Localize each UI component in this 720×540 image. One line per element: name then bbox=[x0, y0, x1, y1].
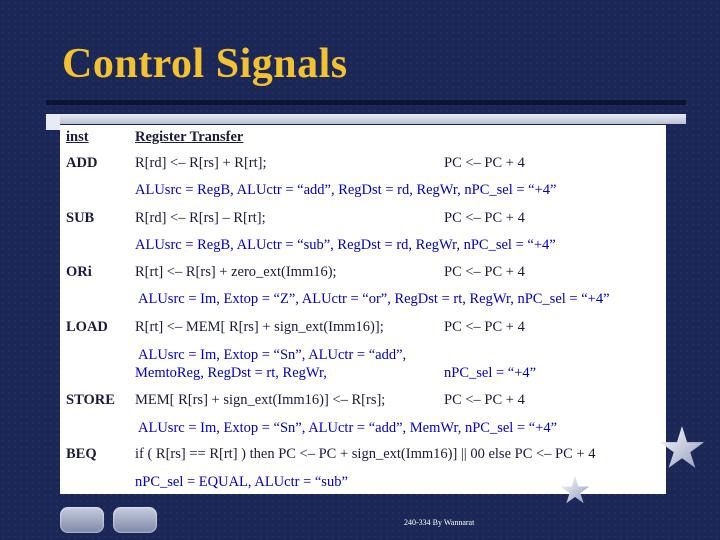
signals-load-line2: MemtoReg, RegDst = rt, RegWr, bbox=[135, 365, 327, 381]
title-divider-light bbox=[46, 114, 686, 124]
inst-ori: ORi bbox=[66, 264, 92, 280]
header-inst: inst bbox=[66, 129, 89, 145]
signals-load-line1: ALUsrc = Im, Extop = “Sn”, ALUctr = “add”, bbox=[138, 347, 407, 363]
transfer-ori: R[rt] <– R[rs] + zero_ext(Imm16); bbox=[135, 264, 337, 280]
signals-add: ALUsrc = RegB, ALUctr = “add”, RegDst = rd, RegWr, nPC_sel = “+4” bbox=[135, 182, 557, 198]
slide-title: Control Signals bbox=[62, 41, 348, 87]
inst-store: STORE bbox=[66, 392, 115, 408]
inst-load: LOAD bbox=[66, 319, 108, 335]
transfer-load: R[rt] <– MEM[ R[rs] + sign_ext(Imm16)]; bbox=[135, 319, 384, 335]
divider-accent bbox=[46, 114, 60, 130]
slide-footer: 240-334 By Wannarat bbox=[404, 518, 475, 527]
header-register-transfer: Register Transfer bbox=[135, 129, 244, 145]
pc-sub: PC <– PC + 4 bbox=[444, 210, 525, 226]
next-button[interactable] bbox=[113, 507, 157, 533]
pc-load: PC <– PC + 4 bbox=[444, 319, 525, 335]
signals-store: ALUsrc = Im, Extop = “Sn”, ALUctr = “add”, MemWr, nPC_sel = “+4” bbox=[138, 420, 558, 436]
inst-sub: SUB bbox=[66, 210, 95, 226]
transfer-store: MEM[ R[rs] + sign_ext(Imm16)] <– R[rs]; bbox=[135, 392, 386, 408]
signals-load-npc: nPC_sel = “+4” bbox=[444, 365, 537, 381]
inst-add: ADD bbox=[66, 155, 98, 171]
transfer-add: R[rd] <– R[rs] + R[rt]; bbox=[135, 155, 267, 171]
signals-ori: ALUsrc = Im, Extop = “Z”, ALUctr = “or”, RegDst = rt, RegWr, nPC_sel = “+4” bbox=[138, 291, 610, 307]
pc-add: PC <– PC + 4 bbox=[444, 155, 525, 171]
transfer-beq: if ( R[rs] == R[rt] ) then PC <– PC + sign_ext(Imm16)] || 00 else PC <– PC + 4 bbox=[135, 446, 596, 462]
inst-beq: BEQ bbox=[66, 446, 97, 462]
pc-ori: PC <– PC + 4 bbox=[444, 264, 525, 280]
signals-beq: nPC_sel = EQUAL, ALUctr = “sub” bbox=[135, 474, 348, 490]
title-divider-dark bbox=[46, 100, 686, 105]
signals-sub: ALUsrc = RegB, ALUctr = “sub”, RegDst = rd, RegWr, nPC_sel = “+4” bbox=[135, 237, 556, 253]
previous-button[interactable] bbox=[60, 507, 104, 533]
pc-store: PC <– PC + 4 bbox=[444, 392, 525, 408]
control-signals-table bbox=[60, 125, 666, 494]
transfer-sub: R[rd] <– R[rs] – R[rt]; bbox=[135, 210, 266, 226]
